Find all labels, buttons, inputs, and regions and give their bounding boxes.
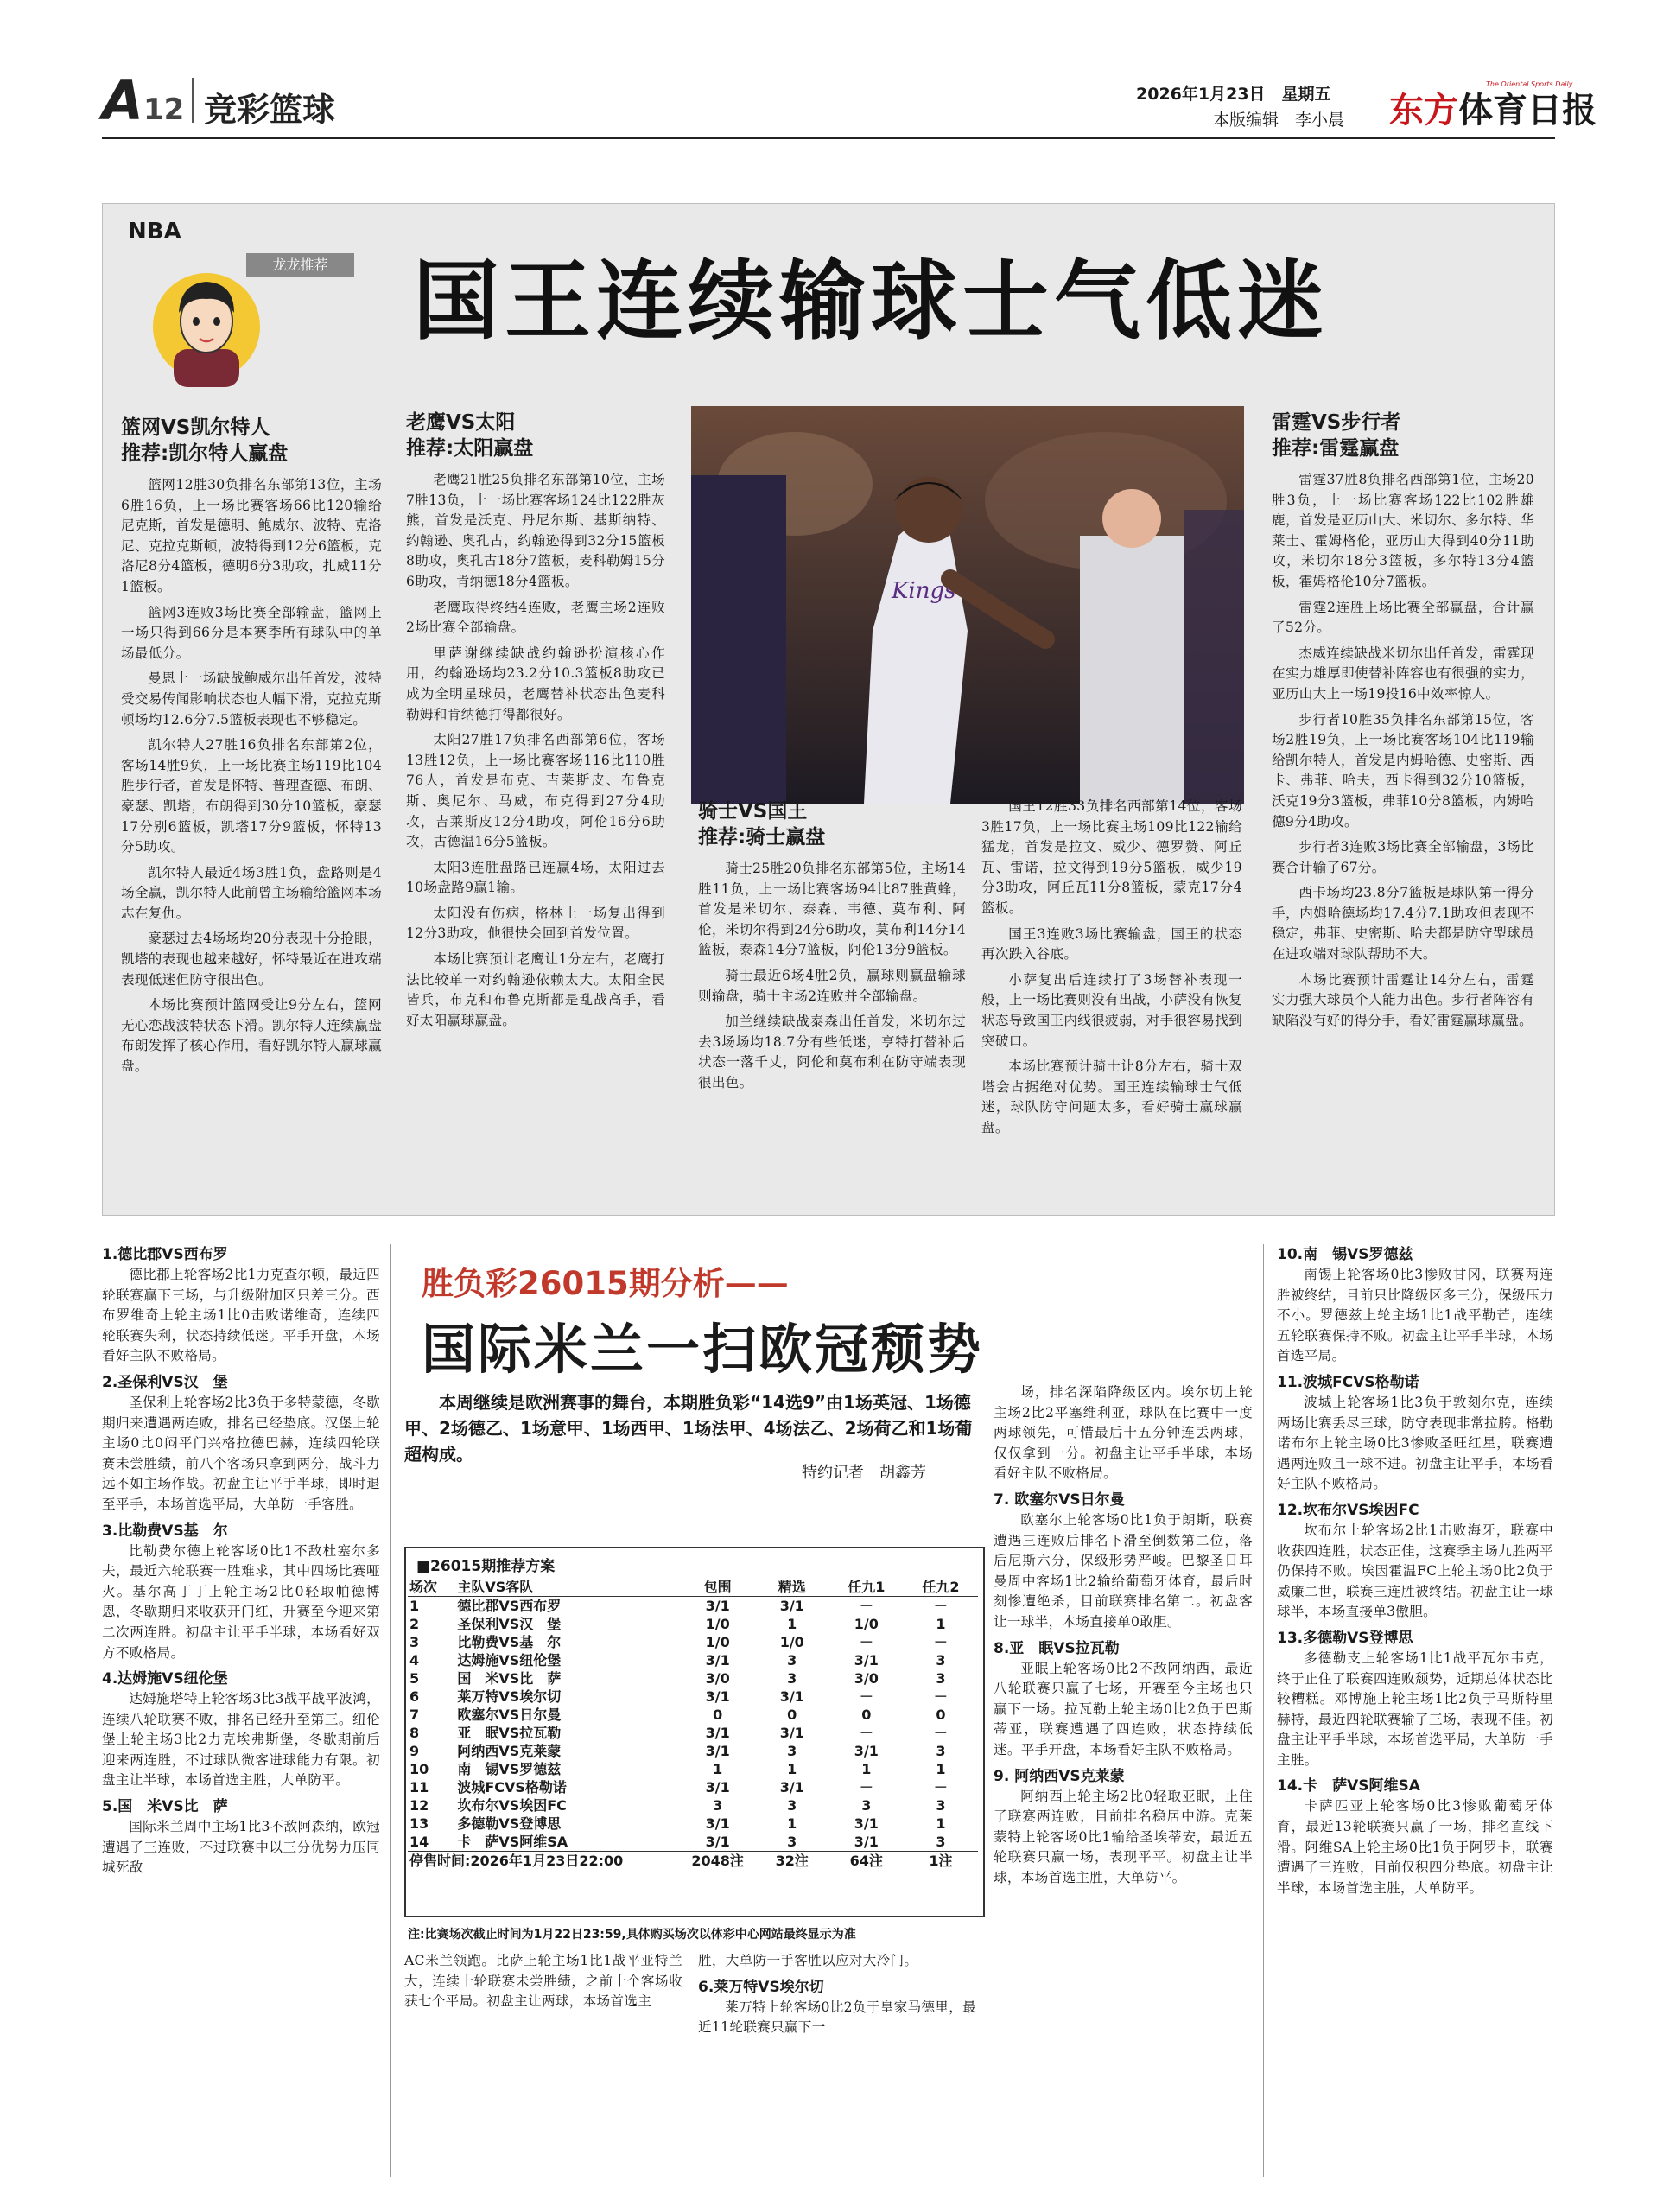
match-heading: 14.卡 萨VS阿维SA xyxy=(1277,1777,1420,1796)
table-footer-cell: 1注 xyxy=(904,1852,978,1871)
paragraph: 步行者3连败3场比赛全部输盘，3场比赛合计输了67分。 xyxy=(1272,839,1534,875)
col-header: 主队VS客队 xyxy=(455,1578,680,1597)
table-cell: － xyxy=(933,1634,948,1650)
table-cell: 4 xyxy=(409,1652,420,1669)
table-cell: 6 xyxy=(409,1688,420,1705)
table-cell: 7 xyxy=(409,1707,420,1723)
paragraph: 豪瑟过去4场场均20分表现十分抢眼，凯塔的表现也越来越好，怀特最近在进攻端表现低迷但防守很出色。 xyxy=(121,931,382,988)
table-cell: 3 xyxy=(861,1797,872,1814)
table-cell: 5 xyxy=(409,1670,420,1687)
paragraph: 本场比赛预计老鹰让1分左右，老鹰打法比较单一对约翰逊依赖太大。太阳全民皆兵，布克和布鲁克斯都是乱战高手，看好太阳赢球赢盘。 xyxy=(406,951,665,1028)
paragraph: 篮网3连败3场比赛全部输盘，篮网上一场只得到66分是本赛季所有球队中的单场最低分。 xyxy=(121,604,382,661)
table-cell: － xyxy=(933,1725,948,1741)
table-row xyxy=(408,1796,978,1815)
column-divider xyxy=(390,1244,391,2177)
table-cell: 10 xyxy=(409,1761,429,1777)
game-title: 篮网VS凯尔特人 xyxy=(121,416,270,439)
lottery-subtitle: 胜负彩26015期分析—— xyxy=(422,1265,789,1302)
columnist-tag: 龙龙推荐 xyxy=(246,253,354,277)
paragraph: 雷霆37胜8负排名西部第1位，主场20胜3负，上一场比赛客场122比102胜雄鹿，首发是亚历山大、米切尔、多尔特、华莱士、霍姆格伦，亚历山大得到40分11助攻，米切尔18分3篮板，多尔特13分4篮板，霍姆格伦10分7篮板。 xyxy=(1272,472,1534,589)
table-cell: 3/1 xyxy=(705,1834,730,1850)
lottery-left-column xyxy=(102,1244,380,1884)
table-cell: 波城FCVS格勒诺 xyxy=(457,1779,567,1796)
game-block-2 xyxy=(406,410,665,1036)
paragraph: 场，排名深陷降级区内。埃尔切上轮主场2比2平塞维利亚，球队在比赛中一度两球领先，可惜最后十五分钟连丢两球，仅仅拿到一分。初盘主让平手半球，本场看好主队不败格局。 xyxy=(994,1384,1253,1482)
table-cell: － xyxy=(933,1688,948,1705)
table-row xyxy=(408,1815,978,1833)
paragraph: 小萨复出后连续打了3场替补表现一般，上一场比赛则没有出战，小萨没有恢复状态导致国王内线很疲弱，对手很容易找到突破口。 xyxy=(981,971,1242,1049)
table-cell: 3 xyxy=(787,1797,797,1814)
table-cell: 1 xyxy=(787,1815,797,1832)
jersey-text: Kings xyxy=(892,578,956,604)
paragraph: 太阳3连胜盘路已连赢4场，太阳过去10场盘路9赢1输。 xyxy=(406,859,665,896)
table-cell: 南 锡VS罗德兹 xyxy=(457,1761,562,1777)
table-cell: 3 xyxy=(787,1834,797,1850)
table-cell: 3 xyxy=(936,1670,946,1687)
paragraph: 西卡场均23.8分7篮板是球队第一得分手，内姆哈德场均17.4分7.1助攻但表现不稳定，弗菲、史密斯、哈夫都是防守型球员在进攻端对球队帮助不大。 xyxy=(1272,885,1534,963)
table-cell: 3/1 xyxy=(854,1834,879,1850)
game-photo xyxy=(691,406,1244,804)
table-cell: － xyxy=(859,1779,873,1796)
table-cell: 3 xyxy=(787,1652,797,1669)
table-cell: 3/1 xyxy=(705,1779,730,1796)
table-cell: 阿纳西VS克莱蒙 xyxy=(457,1743,562,1759)
avatar-eye-right xyxy=(213,317,220,326)
table-cell: 3/1 xyxy=(705,1743,730,1759)
table-title: ■26015期推荐方案 xyxy=(416,1558,556,1575)
table-cell: 1 xyxy=(861,1761,872,1777)
table-cell: 3 xyxy=(936,1652,946,1669)
column-divider xyxy=(1263,1244,1264,2177)
nba-headline: 国王连续输球士气低迷 xyxy=(413,251,1329,352)
paragraph: 德比郡上轮客场2比1力克查尔顿，最近四轮联赛赢下三场，与升级附加区只差三分。西布罗维奇上轮主场1比0击败诺维奇，连续四轮联赛失利，状态持续低迷。平手开盘，本场看好主队不败格局。 xyxy=(102,1267,380,1364)
paragraph: 亚眠上轮客场0比2不敌阿纳西，最近八轮联赛只赢了七场，开赛至今主场也只赢下一场。拉瓦勒上轮主场0比2负于巴斯蒂亚，联赛遭遇了四连败，状态持续低迷。平手开盘，本场看好主队不败格局。 xyxy=(994,1660,1253,1758)
table-cell: 1 xyxy=(787,1616,797,1632)
col-header: 任九1 xyxy=(829,1578,904,1597)
paragraph: 雷霆2连胜上场比赛全部赢盘，合计赢了52分。 xyxy=(1272,599,1534,636)
table-row xyxy=(408,1778,978,1796)
table-cell: 3 xyxy=(936,1797,946,1814)
crowd-blur-right xyxy=(1184,510,1244,804)
table-cell: 3/1 xyxy=(705,1725,730,1741)
paragraph: 凯尔特人最近4场3胜1负，盘路则是4场全赢，凯尔特人此前曾主场输给篮网本场志在复仇。 xyxy=(121,864,382,921)
paragraph: 比勒费尔德上轮客场0比1不敌杜塞尔多夫，最近六轮联赛一胜难求，其中四场比赛哑火。基尔高丁丁上轮主场2比0轻取帕德博恩，冬歇期归来收获开门红，升赛至今迎来第二次两连胜。初盘主让平手半球，本场看好双方不败格局。 xyxy=(102,1542,380,1661)
table-cell: 3/1 xyxy=(779,1779,804,1796)
table-cell: 1 xyxy=(936,1616,946,1632)
table-cell: 3/1 xyxy=(854,1815,879,1832)
table-row xyxy=(408,1633,978,1651)
logo-english: The Oriental Sports Daily xyxy=(1486,80,1573,88)
coach-head xyxy=(1102,489,1161,548)
table-note: 注:比赛场次截止时间为1月22日23:59,具体购买场次以体彩中心网站最终显示为准 xyxy=(408,1928,856,1942)
match-heading: 11.波城FCVS格勒诺 xyxy=(1277,1373,1419,1391)
section-title: 竞彩篮球 xyxy=(204,91,336,129)
table-cell: 0 xyxy=(713,1707,723,1723)
match-heading: 1.德比郡VS西布罗 xyxy=(102,1246,228,1263)
paragraph: 里萨谢继续缺战约翰逊扮演核心作用，约翰逊场均23.2分10.3篮板8助攻已成为全明星球员，老鹰替补状态出色麦科勒姆和肯纳德打得都很好。 xyxy=(406,645,665,722)
paragraph: 圣保利上轮客场2比3负于多特蒙德，冬歇期归来遭遇两连败，排名已经垫底。汉堡上轮主场0比0闷平门兴格拉德巴赫，连续四轮联赛未尝胜绩，前八个客场只拿到两分，战斗力远不如主场作战。初盘主让平手半球，即时退至平手，本场首选平局，大单防一手客胜。 xyxy=(102,1394,380,1512)
table-cell: 3 xyxy=(936,1743,946,1759)
paragraph: 杰威连续缺战米切尔出任首发，雷霆现在实力雄厚即使替补阵容也有很强的实力，亚历山大上一场19投16中效率惊人。 xyxy=(1272,645,1534,702)
table-row xyxy=(408,1760,978,1778)
table-footer-row xyxy=(408,1852,978,1871)
paragraph: 骑士25胜20负排名东部第5位，主场14胜11负，上一场比赛客场94比87胜黄蜂，首发是米切尔、泰森、韦德、莫布利、阿伦，米切尔得到24分6助攻，莫布利14分14篮板，泰森14分7篮板，阿伦13分9篮板。 xyxy=(698,861,966,958)
lottery-bottom-col-1 xyxy=(404,1951,682,2018)
table-row xyxy=(408,1833,978,1852)
table-cell: 圣保利VS汉 堡 xyxy=(457,1616,562,1632)
table-row xyxy=(408,1597,978,1616)
table-cell: 14 xyxy=(409,1834,429,1850)
lottery-intro: 本周继续是欧洲赛事的舞台，本期胜负彩“14选9”由1场英冠、1场德甲、2场德乙、1场意甲、1场西甲、1场法甲、4场法乙、2场荷乙和1场葡超构成。 xyxy=(404,1392,973,1465)
table-cell: 1/0 xyxy=(854,1616,879,1632)
paragraph: 达姆施塔特上轮客场3比3战平战平波鸿，连续八轮联赛不败，排名已经升至第三。纽伦堡上轮主场3比2力克埃弗斯堡，冬歇期前后迎来两连胜，不过球队微客进球能力有限。初盘主让半球，本场首选主胜，大单防平。 xyxy=(102,1691,380,1789)
player-blur-left xyxy=(691,475,786,804)
table-cell: 1/0 xyxy=(705,1616,730,1632)
game-pick: 推荐:凯尔特人赢盘 xyxy=(121,442,289,465)
paragraph: 篮网12胜30负排名东部第13位，主场6胜16负，上一场比赛客场66比120输给尼克斯，首发是德明、鲍威尔、波特、克洛尼、克拉克斯顿，波特得到12分6篮板，克洛尼8分4篮板，德明6分3助攻，扎威11分1篮板。 xyxy=(121,477,382,594)
paragraph: 老鹰21胜25负排名东部第10位，主场7胜13负，上一场比赛客场124比122胜灰熊，首发是沃克、丹尼尔斯、基斯纳特、约翰逊、奥孔古，约翰逊得到32分15篮板8助攻，奥孔古18分7篮板，麦科勒姆15分6助攻，肯纳德18分4篮板。 xyxy=(406,472,665,589)
recommendation-table xyxy=(408,1578,978,1870)
table-row xyxy=(408,1724,978,1742)
game-block-3-cont xyxy=(981,797,1242,1144)
table-cell: 3/1 xyxy=(779,1725,804,1741)
match-heading: 6.莱万特VS埃尔切 xyxy=(698,1978,824,1996)
game-block-1 xyxy=(121,415,382,1083)
game-title: 老鹰VS太阳 xyxy=(406,411,516,434)
table-cell: 亚 眠VS拉瓦勒 xyxy=(457,1725,562,1741)
table-row xyxy=(408,1651,978,1669)
paragraph: AC米兰领跑。比萨上轮主场1比1战平亚特兰大，连续十轮联赛未尝胜绩，之前十个客场收获七个平局。初盘主让两球，本场首选主 xyxy=(404,1953,682,2010)
match-heading: 3.比勒费VS基 尔 xyxy=(102,1522,228,1540)
table-cell: 3/1 xyxy=(705,1652,730,1669)
table-cell: 1 xyxy=(936,1815,946,1832)
table-cell: 8 xyxy=(409,1725,420,1741)
col-header: 任九2 xyxy=(904,1578,978,1597)
table-cell: 2 xyxy=(409,1616,420,1632)
issue-date: 2026年1月23日 星期五 xyxy=(1136,85,1331,104)
paragraph: 本场比赛预计雷霆让14分左右，雷霆实力强大球员个人能力出色。步行者阵容有缺陷没有好的得分手，看好雷霆赢球赢盘。 xyxy=(1272,971,1534,1028)
paragraph: 老鹰取得终结4连败，老鹰主场2连败2场比赛全部输盘。 xyxy=(406,599,665,636)
paragraph: 多德勒支上轮客场1比1战平瓦尔韦克，终于止住了联赛四连败颓势，近期总体状态比较糟糕。邓博施上轮主场1比2负于马斯特里赫特，最近四轮联赛输了三场，表现不佳。初盘主让平手半球，本场首选平局，大单防一手主胜。 xyxy=(1277,1649,1553,1768)
match-heading: 5.国 米VS比 萨 xyxy=(102,1798,228,1816)
coach-shirt xyxy=(1080,536,1184,804)
table-cell: 0 xyxy=(861,1707,872,1723)
table-cell: 1 xyxy=(713,1761,723,1777)
table-header-row xyxy=(408,1578,978,1597)
table-cell: 3/0 xyxy=(705,1670,730,1687)
player-head xyxy=(896,477,962,543)
game-pick: 推荐:雷霆赢盘 xyxy=(1272,437,1400,460)
header-rule xyxy=(102,137,1555,139)
lottery-headline: 国际米兰一扫欧冠颓势 xyxy=(422,1318,984,1381)
table-cell: 3/1 xyxy=(854,1743,879,1759)
paragraph: 国王12胜33负排名西部第14位，客场3胜17负，上一场比赛主场109比122输给猛龙，首发是拉文、威少、德罗赞、阿丘瓦、雷诺，拉文得到19分5篮板，威少19分3助攻，阿丘瓦11分8篮板，蒙克17分4篮板。 xyxy=(981,798,1242,916)
paragraph: 步行者10胜35负排名东部第15位，客场2胜19负，上一场比赛客场104比119输给凯尔特人，首发是内姆哈德、史密斯、西卡、弗菲、哈夫，西卡得到32分10篮板，沃克19分3篮板，弗菲10分8篮板，内姆哈德9分4助攻。 xyxy=(1272,711,1534,830)
table-row xyxy=(408,1742,978,1760)
table-cell: 国 米VS比 萨 xyxy=(457,1670,562,1687)
lottery-right-column xyxy=(1277,1244,1553,1904)
header-divider xyxy=(192,78,194,123)
lottery-mid-column xyxy=(994,1382,1253,1893)
newspaper-logo: 东方体育日报 xyxy=(1389,91,1597,130)
page-editor: 本版编辑 李小晨 xyxy=(1213,111,1345,130)
table-cell: 莱万特VS埃尔切 xyxy=(457,1688,562,1705)
paragraph: 本场比赛预计骑士让8分左右，骑士双塔会占据绝对优势。国王连续输球士气低迷，球队防守问题太多，看好骑士赢球赢盘。 xyxy=(981,1058,1242,1135)
game-block-3 xyxy=(698,798,966,1099)
paragraph: 凯尔特人27胜16负排名东部第2位，客场14胜9负，上一场比赛主场119比104胜步行者，首发是怀特、普理查德、布朗、豪瑟、凯塔，布朗得到30分10篮板，豪瑟17分别6篮板，凯塔17分9篮板，怀特13分5助攻。 xyxy=(121,737,382,855)
table-cell: 欧塞尔VS日尔曼 xyxy=(457,1707,562,1723)
reporter-byline: 特约记者 胡鑫芳 xyxy=(802,1464,926,1482)
table-cell: 3/1 xyxy=(779,1598,804,1614)
table-row xyxy=(408,1688,978,1706)
paragraph: 欧塞尔上轮客场0比1负于朗斯，联赛遭遇三连败后排名下滑至倒数第二位，落后尼斯六分，保级形势严峻。巴黎圣日耳曼周中客场1比2输给葡萄牙体育，最后时刻惨遭绝杀，目前联赛排名第二。初盘客让一球半，本场直接单0敢胆。 xyxy=(994,1511,1253,1630)
table-row xyxy=(408,1615,978,1633)
table-cell: 9 xyxy=(409,1743,420,1759)
table-cell: 3/1 xyxy=(705,1598,730,1614)
table-footer-cell: 2048注 xyxy=(681,1852,755,1871)
table-cell: 1 xyxy=(409,1598,420,1614)
table-cell: 1 xyxy=(787,1761,797,1777)
table-cell: － xyxy=(859,1598,873,1614)
game-title: 雷霆VS步行者 xyxy=(1272,411,1401,434)
game-pick: 推荐:骑士赢盘 xyxy=(698,826,826,849)
match-heading: 9. 阿纳西VS克莱蒙 xyxy=(994,1767,1125,1785)
game-title: 骑士VS国王 xyxy=(698,800,808,823)
table-cell: 3 xyxy=(787,1743,797,1759)
table-cell: 13 xyxy=(409,1815,429,1832)
columnist-avatar xyxy=(151,259,262,389)
table-cell: 3 xyxy=(713,1797,723,1814)
table-cell: － xyxy=(933,1598,948,1614)
col-header: 包围 xyxy=(681,1578,755,1597)
table-cell: 3 xyxy=(787,1670,797,1687)
table-cell: 3/0 xyxy=(854,1670,879,1687)
table-cell: 3 xyxy=(936,1834,946,1850)
table-cell: － xyxy=(859,1688,873,1705)
table-cell: 1 xyxy=(936,1761,946,1777)
table-cell: 3/1 xyxy=(854,1652,879,1669)
paragraph: 波城上轮客场1比3负于敦刻尔克，连续两场比赛丢尽三球，防守表现非常拉胯。格勒诺布尔上轮主场0比3惨败圣旺红星，联赛遭遇两连败且一球不进。初盘主让平手，本场看好主队不败格局。 xyxy=(1277,1394,1553,1492)
table-cell: － xyxy=(859,1725,873,1741)
table-cell: 德比郡VS西布罗 xyxy=(457,1598,562,1614)
table-cell: 3/1 xyxy=(705,1815,730,1832)
table-cell: 达姆施VS纽伦堡 xyxy=(457,1652,562,1669)
paragraph: 坎布尔上轮客场2比1击败海牙，联赛中收获四连胜，状态正佳，这赛季主场九胜两平仍保持不败。埃因霍温FC上轮主场0比2负于威廉二世，联赛三连胜被终结。初盘主让一球球半，本场直接单3傲胆。 xyxy=(1277,1522,1553,1620)
paragraph: 莱万特上轮客场0比2负于皇家马德里，最近11轮联赛只赢下一 xyxy=(698,1999,976,2036)
paragraph: 国王3连败3场比赛输盘，国王的状态再次跌入谷底。 xyxy=(981,925,1242,963)
lottery-bottom-col-2 xyxy=(698,1951,976,2044)
game-pick: 推荐:太阳赢盘 xyxy=(406,437,534,460)
table-cell: 比勒费VS基 尔 xyxy=(457,1634,562,1650)
table-cell: 11 xyxy=(409,1779,429,1796)
table-cell: － xyxy=(859,1634,873,1650)
paragraph: 太阳没有伤病，格林上一场复出得到12分3助攻，他很快会回到首发位置。 xyxy=(406,905,665,942)
col-header: 场次 xyxy=(408,1578,455,1597)
table-cell: 0 xyxy=(787,1707,797,1723)
table-row xyxy=(408,1669,978,1688)
table-footer-cell: 64注 xyxy=(829,1852,904,1871)
table-cell: 3/1 xyxy=(705,1688,730,1705)
table-cell: 多德勒VS登博思 xyxy=(457,1815,562,1832)
match-heading: 4.达姆施VS纽伦堡 xyxy=(102,1670,228,1688)
paragraph: 南锡上轮客场0比3惨败甘冈，联赛两连胜被终结，目前只比降级区多三分，保级压力不小。罗德兹上轮主场1比1战平勒芒，连续五轮联赛保持不败。初盘主让平手半球，本场首选平局。 xyxy=(1277,1267,1553,1364)
table-cell: 1/0 xyxy=(779,1634,804,1650)
match-heading: 8.亚 眠VS拉瓦勒 xyxy=(994,1639,1120,1657)
match-heading: 2.圣保利VS汉 堡 xyxy=(102,1373,228,1391)
paragraph: 太阳27胜17负排名西部第6位，客场13胜12负，上一场比赛客场116比110胜76人，首发是布克、吉莱斯皮、布鲁克斯、奥尼尔、马威，布克得到27分4助攻，吉莱斯皮12分4助攻，阿伦16分6助攻，古德温16分5篮板。 xyxy=(406,732,665,850)
table-footer-cell: 停售时间:2026年1月23日22:00 xyxy=(408,1852,681,1871)
paragraph: 胜，大单防一手客胜以应对大冷门。 xyxy=(698,1953,918,1968)
paragraph: 骑士最近6场4胜2负，赢球则赢盘输球则输盘，骑士主场2连败并全部输盘。 xyxy=(698,967,966,1004)
paragraph: 加兰继续缺战泰森出任首发，米切尔过去3场场均18.7分有些低迷，亨特打替补后状态一落千丈，阿伦和莫布利在防守端表现很出色。 xyxy=(698,1014,966,1090)
table-cell: － xyxy=(933,1779,948,1796)
table-footer-cell: 32注 xyxy=(755,1852,829,1871)
table-cell: 1/0 xyxy=(705,1634,730,1650)
paragraph: 阿纳西上轮主场2比0轻取亚眠，止住了联赛两连败，目前排名稳居中游。克莱蒙特上轮客场0比1输给圣埃蒂安，最近五轮联赛只赢一场，表现平平。初盘主让半球，本场首选主胜，大单防平。 xyxy=(994,1788,1253,1885)
paragraph: 本场比赛预计篮网受让9分左右，篮网无心恋战波特状态下滑。凯尔特人连续赢盘布朗发挥了核心作用，看好凯尔特人赢球赢盘。 xyxy=(121,997,382,1075)
paragraph: 卡萨匹亚上轮客场0比3惨败葡萄牙体育，最近13轮联赛只赢了一场，排名直线下滑。阿维SA上轮主场0比1负于阿罗卡，联赛遭遇了三连败，目前仅积四分垫底。初盘主让半球，本场首选主胜，大单防平。 xyxy=(1277,1798,1553,1896)
table-cell: 坎布尔VS埃因FC xyxy=(457,1797,567,1814)
match-heading: 10.南 锡VS罗德兹 xyxy=(1277,1246,1413,1263)
game-block-4 xyxy=(1272,410,1534,1036)
avatar-shirt xyxy=(174,349,239,387)
table-cell: 0 xyxy=(936,1707,946,1723)
page-number: A12 xyxy=(102,69,185,132)
paragraph: 国际米兰周中主场1比3不敌阿森纳，欧冠遭遇了三连败，不过联赛中以三分优势力压同城死敌 xyxy=(102,1819,380,1876)
table-cell: 3 xyxy=(409,1634,420,1650)
table-row xyxy=(408,1706,978,1724)
match-heading: 12.坎布尔VS埃因FC xyxy=(1277,1501,1419,1519)
col-header: 精选 xyxy=(755,1578,829,1597)
avatar-eye-left xyxy=(193,317,200,326)
table-cell: 12 xyxy=(409,1797,429,1814)
paragraph: 曼恩上一场缺战鲍威尔出任首发，波特受交易传闻影响状态也大幅下滑，克拉克斯顿场均12.6分7.5篮板表现也不够稳定。 xyxy=(121,671,382,728)
match-heading: 13.多德勒VS登博思 xyxy=(1277,1629,1413,1647)
table-cell: 3/1 xyxy=(779,1688,804,1705)
table-cell: 卡 萨VS阿维SA xyxy=(457,1834,568,1850)
match-heading: 7. 欧塞尔VS日尔曼 xyxy=(994,1491,1125,1509)
nba-label: NBA xyxy=(128,219,181,245)
